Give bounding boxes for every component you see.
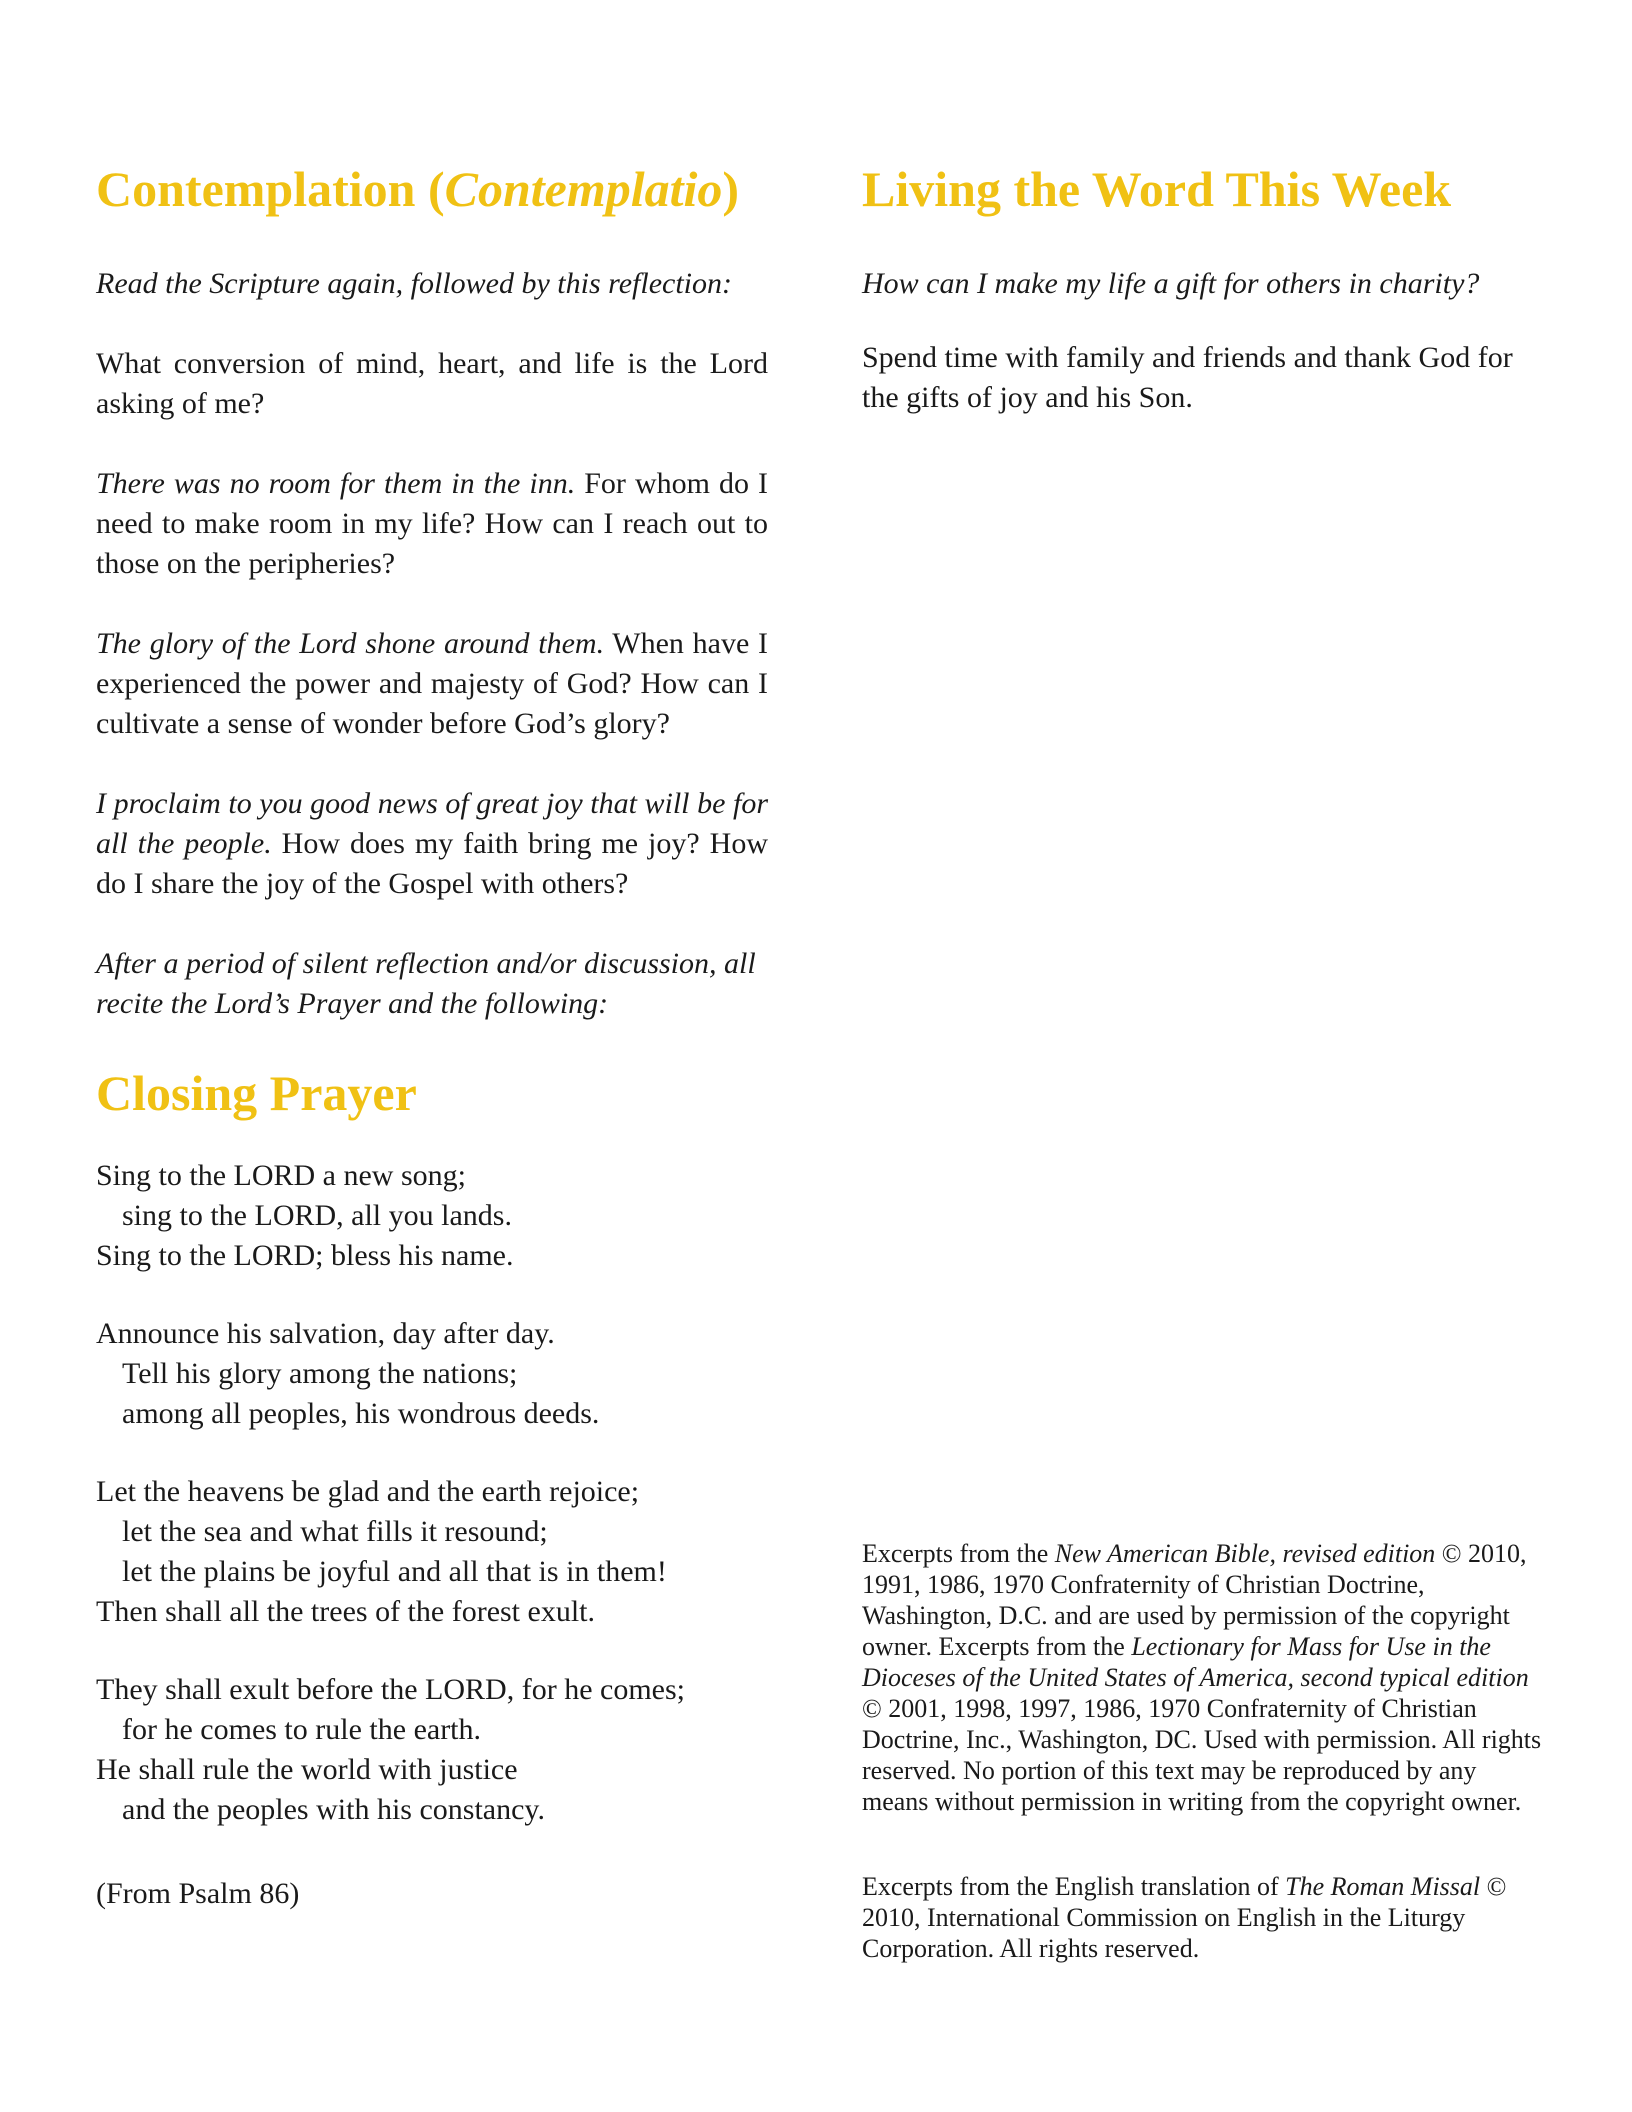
psalm-stanza-4 xyxy=(96,1670,768,1830)
scripture-quote-goodnews: I proclaim to you good news of great joy that will be for all the people. xyxy=(96,787,768,860)
verse-line: Then shall all the trees of the forest exult. xyxy=(96,1595,595,1628)
scripture-quote-inn: There was no room for them in the inn. xyxy=(96,467,576,500)
reflection-question-2 xyxy=(96,464,768,584)
verse-line: Announce his salvation, day after day. xyxy=(96,1317,555,1350)
psalm-stanza-3 xyxy=(96,1472,768,1632)
copyright-block xyxy=(862,1538,1542,1964)
contemplation-heading-close: ) xyxy=(722,161,740,217)
nab-title: New American Bible, revised edition xyxy=(1054,1539,1436,1568)
left-column xyxy=(96,160,768,1914)
living-the-word-heading: Living the Word This Week xyxy=(862,161,1452,217)
reflection-question-1: What conversion of mind, heart, and life is the Lord asking of me? xyxy=(96,347,768,420)
contemplation-heading-latin: Contemplatio xyxy=(444,161,723,217)
verse-line: for he comes to rule the earth. xyxy=(122,1713,482,1746)
living-the-word-suggestion: Spend time with family and friends and thank God for the gifts of joy and his Son. xyxy=(862,341,1513,414)
verse-line: Let the heavens be glad and the earth rejoice; xyxy=(96,1475,640,1508)
scripture-quote-glory: The glory of the Lord shone around them. xyxy=(96,627,605,660)
verse-line: and the peoples with his constancy. xyxy=(122,1793,545,1826)
copyright-nab-post: © 2001, 1998, 1997, 1986, 1970 Confraternity of Christian Doctrine, Inc., Washington, DC. Used with permission. All rights reserved. No portion of this text may be reproduced by any means without permission in writing from the copyright owner. xyxy=(862,1694,1542,1816)
reflection-question-4 xyxy=(96,784,768,904)
verse-line: Sing to the LORD; bless his name. xyxy=(96,1239,514,1272)
lectionary-title: Lectionary for Mass for Use in the Dioceses of the United States of America, second typical edition xyxy=(862,1632,1529,1692)
verse-line: He shall rule the world with justice xyxy=(96,1753,518,1786)
reflection-question-4-rest: How does my faith bring me joy? How do I share the joy of the Gospel with others? xyxy=(96,827,768,900)
right-column xyxy=(862,160,1542,458)
reflection-question-3 xyxy=(96,624,768,744)
roman-missal-title: The Roman Missal xyxy=(1285,1872,1481,1901)
reflection-question-2-rest: For whom do I need to make room in my life? How can I reach out to those on the peripheries? xyxy=(96,467,768,580)
verse-line: Tell his glory among the nations; xyxy=(122,1357,518,1390)
reflection-question-3-rest: When have I experienced the power and majesty of God? How can I cultivate a sense of wonder before God’s glory? xyxy=(96,627,768,740)
verse-line: let the sea and what fills it resound; xyxy=(122,1515,548,1548)
living-the-word-question: How can I make my life a gift for others in charity? xyxy=(862,267,1480,300)
copyright-nab-pre: Excerpts from the xyxy=(862,1539,1055,1568)
copyright-nab-lectionary xyxy=(862,1538,1542,1817)
psalm-stanza-2 xyxy=(96,1314,768,1434)
copyright-missal-post: © 2010, International Commission on English in the Liturgy Corporation. All rights reserved. xyxy=(862,1872,1507,1963)
verse-line: let the plains be joyful and all that is in them! xyxy=(122,1555,667,1588)
lectio-instruction-1: Read the Scripture again, followed by this reflection: xyxy=(96,267,732,300)
copyright-nab-mid: © 2010, 1991, 1986, 1970 Confraternity of Christian Doctrine, Washington, D.C. and are used by permission of the copyright owner. Excerpts from the xyxy=(862,1539,1527,1661)
verse-line: sing to the LORD, all you lands. xyxy=(122,1199,512,1232)
lectio-instruction-2: After a period of silent reflection and/or discussion, all recite the Lord’s Prayer and the following: xyxy=(96,947,756,1020)
psalm-attribution: (From Psalm 86) xyxy=(96,1877,300,1910)
copyright-missal-pre: Excerpts from the English translation of xyxy=(862,1872,1286,1901)
contemplation-heading xyxy=(96,160,768,218)
copyright-roman-missal xyxy=(862,1871,1542,1964)
verse-line: Sing to the LORD a new song; xyxy=(96,1159,466,1192)
contemplation-heading-pre: Contemplation ( xyxy=(96,161,445,217)
verse-line: among all peoples, his wondrous deeds. xyxy=(122,1397,600,1430)
psalm-stanza-1 xyxy=(96,1156,768,1276)
verse-line: They shall exult before the LORD, for he comes; xyxy=(96,1673,685,1706)
closing-prayer-heading: Closing Prayer xyxy=(96,1065,417,1121)
